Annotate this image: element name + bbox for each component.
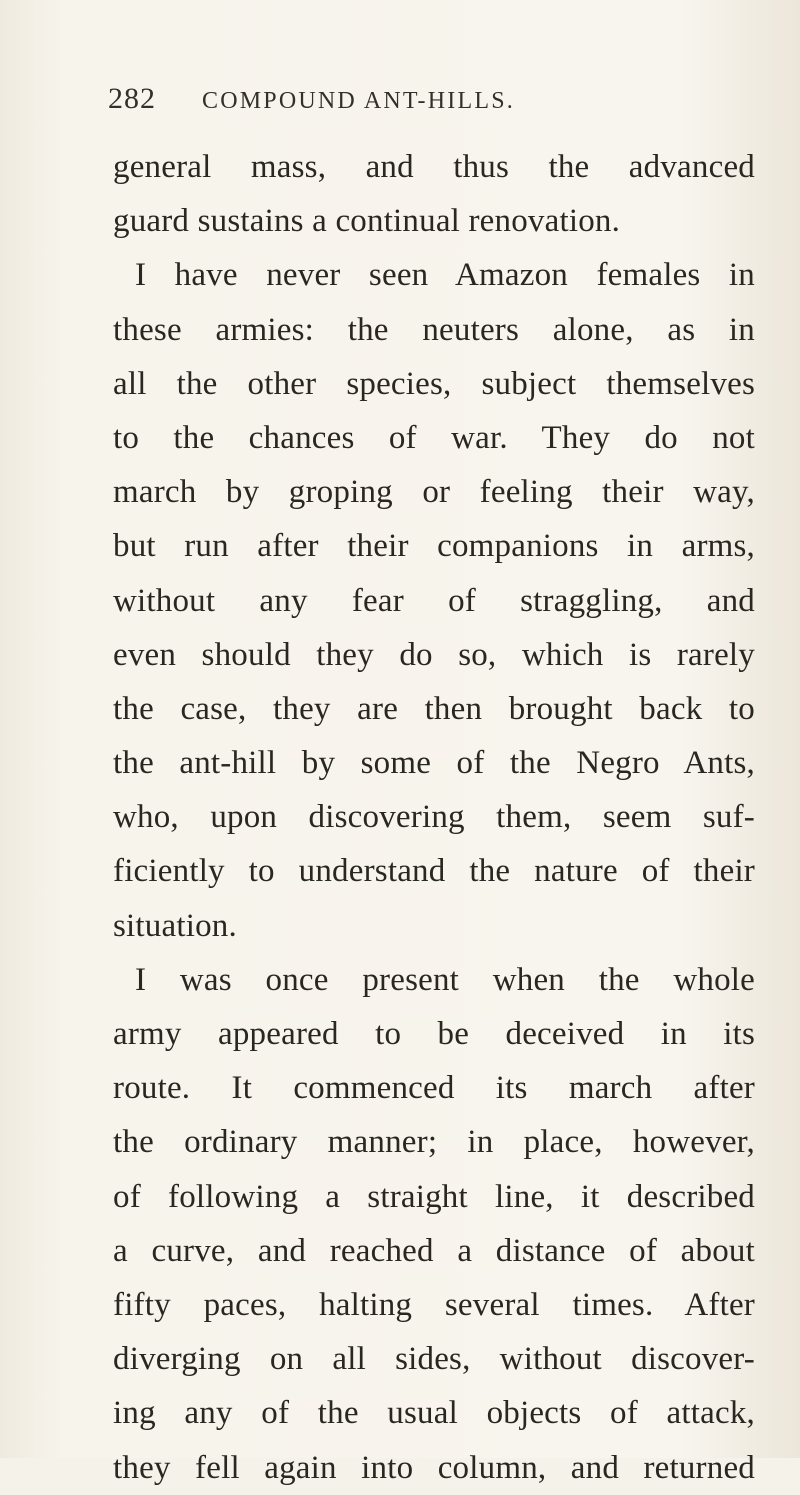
text-line: they fell again into column, and returned [113, 1449, 755, 1486]
text-line: ing any of the usual objects of attack, [113, 1395, 755, 1432]
text-line: the ordinary manner; in place, however, [113, 1124, 755, 1161]
text-line: ficiently to understand the nature of their [113, 853, 755, 890]
text-line: but run after their companions in arms, [113, 528, 755, 565]
text-line: general mass, and thus the advanced [113, 149, 755, 185]
text-line: diverging on all sides, without discover- [113, 1341, 755, 1378]
page-number: 282 [108, 82, 156, 115]
text-line: who, upon discovering them, seem suf- [113, 799, 755, 836]
text-line: of following a straight line, it described [113, 1178, 755, 1215]
text-line: all the other species, subject themselves [113, 365, 755, 402]
text-line: without any fear of straggling, and [113, 582, 755, 619]
text-line: these armies: the neuters alone, as in [113, 311, 755, 348]
running-title: COMPOUND ANT-HILLS. [202, 88, 515, 114]
text-line: guard sustains a continual renovation. [113, 203, 621, 240]
text-line: to the chances of war. They do not [113, 419, 755, 456]
text-line: route. It commenced its march after [113, 1070, 755, 1107]
running-head [108, 82, 708, 122]
text-line: the case, they are then brought back to [113, 690, 755, 727]
text-line: even should they do so, which is rarely [113, 636, 755, 673]
text-line: army appeared to be deceived in its [113, 1016, 755, 1052]
body-text [113, 140, 755, 1495]
text-line: march by groping or feeling their way, [113, 474, 755, 511]
text-line: situation. [113, 907, 237, 944]
text-line: the ant-hill by some of the Negro Ants, [113, 745, 755, 782]
text-line: fifty paces, halting several times. After [113, 1286, 755, 1323]
text-line: I was once present when the whole [135, 961, 755, 998]
text-line: a curve, and reached a distance of about [113, 1232, 755, 1269]
text-line: I have never seen Amazon females in [135, 257, 755, 294]
